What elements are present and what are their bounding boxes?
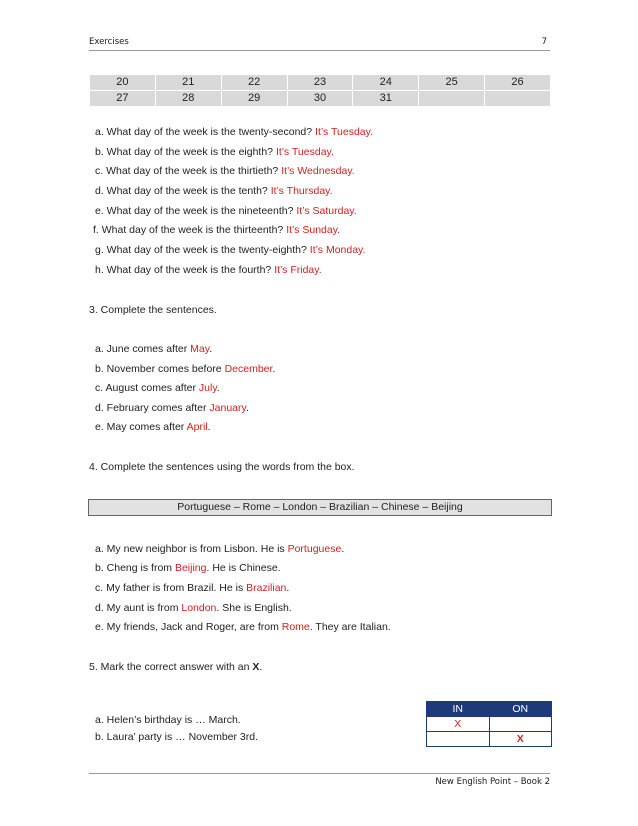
calendar-cell: 31 <box>353 91 419 107</box>
answer-text: London <box>181 602 217 614</box>
exercise2-item <box>95 185 333 198</box>
answer-text: It’s Thursday. <box>270 185 333 197</box>
sentence-text: e. My friends, Jack and Roger, are from <box>95 621 282 633</box>
sentence-text: a. June comes after <box>95 343 191 355</box>
exercise3-item <box>95 382 220 395</box>
sentence-text: b. November comes before <box>95 363 225 375</box>
calendar-cell: 26 <box>485 75 551 91</box>
answer-text: Portuguese <box>287 543 342 555</box>
sentence-text: e. May comes after <box>95 421 187 433</box>
calendar-cell: 24 <box>353 75 419 91</box>
calendar-row <box>90 75 551 91</box>
sentence-text: . They are Italian. <box>309 621 391 633</box>
answer-text: Brazilian <box>246 582 287 594</box>
footer-text: New English Point – Book 2 <box>435 777 550 787</box>
question-text: c. What day of the week is the thirtieth? <box>95 165 279 177</box>
answer-cell[interactable]: X <box>427 717 490 732</box>
answer-text: It’s Monday. <box>309 244 366 256</box>
answer-text: Beijing <box>174 562 207 574</box>
answer-table-header <box>427 702 552 717</box>
heading-text: 5. Mark the correct answer with an <box>89 661 253 673</box>
answer-text: It’s Tuesday. <box>315 126 374 138</box>
exercise2-item <box>95 205 357 218</box>
sentence-text: . <box>272 363 276 375</box>
answer-cell[interactable] <box>489 717 552 732</box>
sentence-text: . She is English. <box>216 602 292 614</box>
heading-text: . <box>259 661 263 673</box>
answer-text: December <box>224 363 273 375</box>
answer-cell[interactable]: X <box>489 732 552 747</box>
answer-text: Rome <box>281 621 310 633</box>
exercise3-item <box>95 363 275 376</box>
sentence-text: d. My aunt is from <box>95 602 182 614</box>
sentence-text: . <box>209 343 213 355</box>
calendar-cell: 23 <box>287 75 353 91</box>
calendar-cell: 21 <box>155 75 221 91</box>
calendar-cell: 27 <box>90 91 156 107</box>
answer-cell[interactable] <box>427 732 490 747</box>
answer-text: July <box>198 382 217 394</box>
calendar-cell: 28 <box>155 91 221 107</box>
answer-text: It’s Saturday. <box>296 205 357 217</box>
word-box: Portuguese – Rome – London – Brazilian – Chinese – Beijing <box>88 499 552 516</box>
question-text: a. What day of the week is the twenty-second? <box>95 126 313 138</box>
sentence-text: a. My new neighbor is from Lisbon. He is <box>95 543 288 555</box>
page-number: 7 <box>541 37 547 47</box>
header-rule <box>89 50 550 51</box>
calendar-table <box>89 74 551 107</box>
exercise2-item <box>95 244 365 257</box>
exercise4-item <box>95 543 344 556</box>
answer-text: It’s Tuesday. <box>275 146 334 158</box>
heading-bold-text: X <box>252 661 260 673</box>
question-text: h. What day of the week is the fourth? <box>95 264 272 276</box>
exercise2-item <box>95 126 373 139</box>
exercise2-item <box>95 146 334 159</box>
header-title: Exercises <box>89 37 129 47</box>
question-text: d. What day of the week is the tenth? <box>95 185 268 197</box>
exercise4-heading: 4. Complete the sentences using the words from the box. <box>89 461 355 473</box>
calendar-cell: 22 <box>221 75 287 91</box>
exercise4-item <box>95 562 281 575</box>
sentence-text: . <box>286 582 290 594</box>
answer-table-row <box>427 717 552 732</box>
sentence-text: c. August comes after <box>95 382 199 394</box>
sentence-text: . <box>245 402 249 414</box>
calendar-cell <box>419 91 485 107</box>
footer-rule <box>89 773 550 774</box>
column-header-on: ON <box>489 702 552 717</box>
answer-text: It’s Sunday. <box>286 224 341 236</box>
exercise3-heading: 3. Complete the sentences. <box>89 304 217 316</box>
exercise4-item <box>95 602 292 615</box>
answer-text: January <box>209 402 246 414</box>
answer-text: May <box>190 343 210 355</box>
exercise2-item <box>93 224 340 237</box>
exercise2-item <box>95 165 355 178</box>
exercise5-item: b. Laura’ party is … November 3rd. <box>95 731 259 743</box>
page-header <box>89 37 549 51</box>
answer-text: It’s Wednesday. <box>281 165 355 177</box>
question-text: f. What day of the week is the thirteenth? <box>93 224 284 236</box>
exercise5-heading <box>89 661 262 674</box>
exercise5-item: a. Helen’s birthday is … March. <box>95 714 241 726</box>
exercise4-item <box>95 621 391 634</box>
exercise2-item <box>95 264 322 277</box>
column-header-in: IN <box>427 702 490 717</box>
question-text: b. What day of the week is the eighth? <box>95 146 274 158</box>
calendar-cell <box>485 91 551 107</box>
sentence-text: b. Cheng is from <box>95 562 175 574</box>
exercise3-item <box>95 343 212 356</box>
sentence-text: . <box>341 543 345 555</box>
calendar-cell: 30 <box>287 91 353 107</box>
question-text: e. What day of the week is the nineteenth? <box>95 205 294 217</box>
question-text: g. What day of the week is the twenty-eighth? <box>95 244 307 256</box>
exercise3-item <box>95 421 211 434</box>
answer-table-row <box>427 732 552 747</box>
sentence-text: . <box>216 382 220 394</box>
calendar-cell: 25 <box>419 75 485 91</box>
calendar-cell: 20 <box>90 75 156 91</box>
exercise3-item <box>95 402 249 415</box>
answer-text: April <box>186 421 208 433</box>
answer-table <box>426 701 552 747</box>
sentence-text: d. February comes after <box>95 402 210 414</box>
exercise4-item <box>95 582 289 595</box>
sentence-text: . <box>207 421 211 433</box>
answer-text: It’s Friday. <box>274 264 322 276</box>
calendar-row <box>90 91 551 107</box>
calendar-cell: 29 <box>221 91 287 107</box>
sentence-text: c. My father is from Brazil. He is <box>95 582 247 594</box>
sentence-text: . He is Chinese. <box>206 562 281 574</box>
